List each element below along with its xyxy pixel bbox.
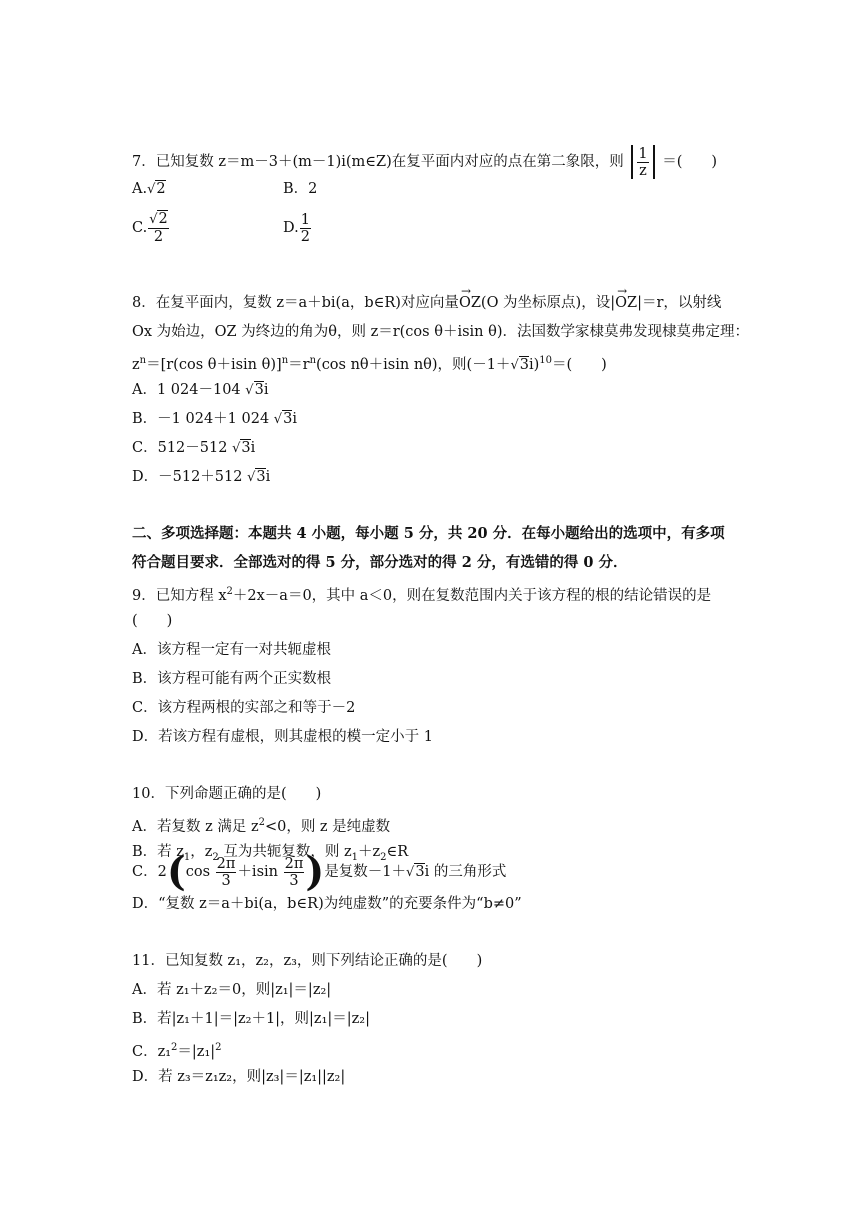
q8-option-a xyxy=(132,380,268,401)
q7-option-b: B．2 xyxy=(283,181,318,197)
q8-l1-a: 8．在复平面内，复数 z＝a＋bi(a，b∈R)对应向量 xyxy=(132,295,459,311)
q8-option-a-sqrt: 3 xyxy=(254,382,264,398)
q9-option-d: D．若该方程有虚根，则其虚根的模一定小于 1 xyxy=(132,729,433,745)
sqrt-icon: √ xyxy=(406,865,415,880)
q10-stem: 10．下列命题正确的是( ) xyxy=(132,786,322,802)
q10-option-c-cos: cos xyxy=(185,864,211,880)
q8-l3-f: ＝( ) xyxy=(552,356,607,373)
q8-option-b-text: B．－1 024＋1 024 xyxy=(132,411,270,427)
q8-line-2: Ox 为始边，OZ 为终边的角为θ，则 z＝r(cos θ＋isin θ)．法国数学家棣莫弗发现棣莫弗定理： xyxy=(132,324,749,340)
q8-l3-e: i) xyxy=(528,356,540,373)
q9-line-1 xyxy=(132,582,711,606)
q8-l3-d: (cos nθ＋isin nθ)，则(－1＋ xyxy=(316,356,511,373)
sqrt-icon: √ xyxy=(273,412,283,427)
superscript: 2 xyxy=(215,1042,222,1053)
q10-option-a xyxy=(132,813,390,837)
abs-bar-left xyxy=(631,145,633,179)
q8-l3-c: ＝r xyxy=(288,356,310,373)
q10-option-b-t5: ∈R xyxy=(386,844,409,860)
q8-l1-c: |＝r，以射线 xyxy=(637,295,722,311)
q10-option-c-tail: i 的三角形式 xyxy=(424,864,507,880)
q11-option-c-mid: ＝|z₁| xyxy=(177,1043,216,1060)
q8-l1-b: (O 为坐标原点)，设| xyxy=(480,295,616,311)
q7-option-c-den: 2 xyxy=(153,229,164,245)
sqrt-icon: √ xyxy=(510,357,519,373)
q9-line-2: ( ) xyxy=(132,613,173,629)
q10-option-b-t4: ＋z xyxy=(358,844,381,860)
q10-option-b-text: B．若 z xyxy=(132,844,184,860)
q10-option-c xyxy=(132,850,506,895)
q10-option-a-rest: <0，则 z 是纯虚数 xyxy=(264,818,391,835)
q7-option-d-label: D. xyxy=(283,220,299,236)
sqrt-icon: √ xyxy=(232,441,241,456)
q9-option-c: C．该方程两根的实部之和等于－2 xyxy=(132,700,356,716)
q9-option-b: B．该方程可能有两个正实数根 xyxy=(132,671,332,687)
q8-option-d-sqrt: 3 xyxy=(256,469,266,485)
q8-l3-a: z xyxy=(132,356,140,373)
sqrt-icon: √ xyxy=(149,212,158,227)
right-bracket-icon: ) xyxy=(305,848,325,895)
q10-option-c-rest: 是复数－1＋ xyxy=(324,864,407,880)
q8-option-a-i: i xyxy=(263,382,269,398)
q7-text-a: 7．已知复数 z＝m－3＋(m－1)i(m∈Z)在复平面内对应的点在第二象限，则 xyxy=(132,154,624,170)
q10-frac-2-den: 3 xyxy=(289,872,299,889)
subscript: 1 xyxy=(351,851,359,863)
q7-option-d xyxy=(283,210,312,246)
q11-option-d: D．若 z₃＝z₁z₂，则|z₃|＝|z₁||z₂| xyxy=(132,1069,346,1085)
q7-frac-den: z xyxy=(639,162,647,179)
q8-option-c xyxy=(132,438,255,459)
vector-oz: → OZ xyxy=(615,293,637,313)
q7-frac-num: 1 xyxy=(638,145,648,162)
q7-option-a-value: 2 xyxy=(156,181,166,197)
superscript: 2 xyxy=(258,817,265,828)
q7-option-c-num xyxy=(148,211,169,228)
q10-option-c-text: C．2 xyxy=(132,864,167,880)
q8-option-d-i: i xyxy=(265,469,271,485)
q8-option-b xyxy=(132,409,297,430)
sqrt-icon: √ xyxy=(245,383,254,398)
section-2-heading-line-2: 符合题目要求．全部选对的得 5 分，部分选对的得 2 分，有选错的得 0 分． xyxy=(132,554,628,571)
sqrt-icon: √ xyxy=(247,470,256,485)
q7-option-a xyxy=(132,179,166,200)
superscript: 2 xyxy=(171,1042,178,1053)
q7-option-d-den: 2 xyxy=(300,228,310,245)
superscript: n xyxy=(139,355,147,366)
q7-option-d-fraction xyxy=(300,212,311,245)
subscript: 1 xyxy=(183,851,191,863)
superscript: n xyxy=(281,355,289,366)
q10-frac-1-den: 3 xyxy=(221,872,231,889)
section-2-heading-line-1: 二、多项选择题：本题共 4 小题，每小题 5 分，共 20 分．在每小题给出的选项中，有多项 xyxy=(132,525,725,542)
q11-option-c xyxy=(132,1038,222,1062)
q10-option-a-text: A．若复数 z 满足 z xyxy=(132,818,259,835)
vector-oz: → OZ xyxy=(459,293,481,313)
superscript: n xyxy=(309,355,317,366)
q8-option-c-sqrt: 3 xyxy=(241,440,251,456)
q7-text-b: ＝( ) xyxy=(662,154,718,170)
q10-option-b-t3: 互为共轭复数，则 z xyxy=(218,844,352,860)
q9-option-a: A．该方程一定有一对共轭虚根 xyxy=(132,642,331,658)
q7-option-c xyxy=(132,210,170,246)
q10-option-c-sqrt: 3 xyxy=(415,864,425,880)
q8-option-d xyxy=(132,467,270,488)
left-bracket-icon: ( xyxy=(166,848,186,895)
q8-line-3 xyxy=(132,351,607,376)
q8-option-d-text: D．－512＋512 xyxy=(132,469,243,485)
q10-option-c-frac-2 xyxy=(284,856,305,889)
q11-option-b: B．若|z₁＋1|＝|z₂＋1|，则|z₁|＝|z₂| xyxy=(132,1011,370,1027)
q10-frac-2-num: 2π xyxy=(284,855,304,872)
q7-option-c-sqrt: 2 xyxy=(158,211,168,227)
superscript: 10 xyxy=(539,355,552,366)
sqrt-icon: √ xyxy=(147,182,156,197)
q10-frac-1-num: 2π xyxy=(216,855,236,872)
subscript: 2 xyxy=(212,851,219,863)
q10-option-c-frac-1 xyxy=(216,856,237,889)
q9-l1-a: 9．已知方程 x xyxy=(132,587,227,604)
q7-option-c-fraction xyxy=(148,211,169,245)
abs-bar-right xyxy=(653,145,655,179)
q8-option-b-sqrt: 3 xyxy=(283,411,293,427)
q8-l3-b: ＝[r(cos θ＋isin θ)] xyxy=(146,356,282,373)
q8-option-c-i: i xyxy=(250,440,256,456)
q8-line-1 xyxy=(132,293,721,313)
q7-option-c-label: C. xyxy=(132,220,148,236)
subscript: 2 xyxy=(380,851,387,863)
superscript: 2 xyxy=(226,586,233,597)
q10-option-b-t2: ，z xyxy=(190,844,213,860)
q11-stem: 11．已知复数 z₁，z₂，z₃，则下列结论正确的是( ) xyxy=(132,953,483,969)
q10-option-c-isin: ＋isin xyxy=(237,864,278,880)
q11-option-c-text: C．z₁ xyxy=(132,1043,172,1060)
q8-option-c-text: C．512－512 xyxy=(132,440,228,456)
q8-option-b-i: i xyxy=(292,411,297,427)
q8-l3-sqrt: 3 xyxy=(519,356,529,373)
q11-option-a: A．若 z₁＋z₂＝0，则|z₁|＝|z₂| xyxy=(132,982,332,998)
q7-fraction xyxy=(637,146,648,179)
q7-option-a-label: A. xyxy=(132,181,148,197)
q8-option-a-text: A．1 024－104 xyxy=(132,382,241,398)
q7-stem xyxy=(132,145,717,179)
q10-option-d: D．“复数 z＝a＋bi(a，b∈R)为纯虚数”的充要条件为“b≠0” xyxy=(132,896,522,912)
q7-option-d-num: 1 xyxy=(300,211,310,228)
q9-l1-b: ＋2x－a＝0，其中 a＜0，则在复数范围内关于该方程的根的结论错误的是 xyxy=(232,587,712,604)
